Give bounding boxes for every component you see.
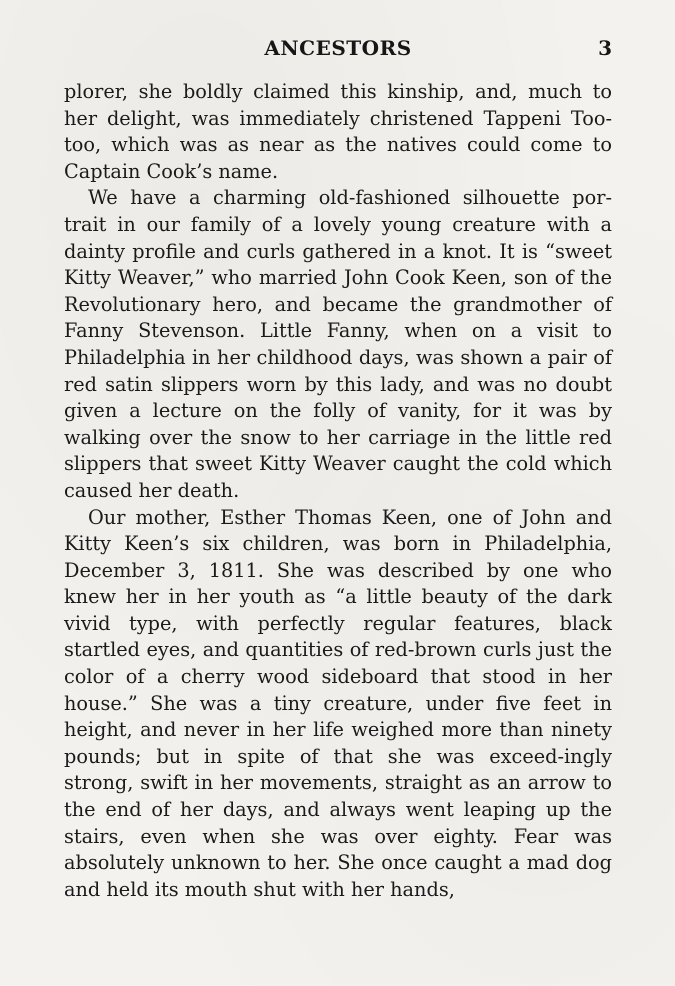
running-head: ANCESTORS [264, 36, 412, 60]
paragraph-silhouette: We have a charming old-fashioned silhouette por-trait in our family of a lovely young creature with a dainty profile and curls gathered in a knot. It is “sweet Kitty Weaver,” who married John Cook Keen, son of the Revolutionary hero, and became the grandmother of Fanny Stevenson. Little Fanny, when on a visit to Philadelphia in her childhood days, was shown a pair of red satin slippers worn by this lady, and was no doubt given a lecture on the folly of vanity, for it was by walking over the snow to her carriage in the little red slippers that sweet Kitty Weaver caught the cold which caused her death. [64, 186, 612, 502]
paragraph-continued: plorer, she boldly claimed this kinship, and, much to her delight, was immediately christened Tappeni Too-too, which was as near as the natives could come to Captain Cook’s name. [64, 80, 612, 183]
page-header [64, 36, 612, 66]
page-number: 3 [598, 36, 612, 60]
paragraph-mother: Our mother, Esther Thomas Keen, one of John and Kitty Keen’s six children, was born in Philadelphia, December 3, 1811. She was described by one who knew her in her youth as “a little beauty of the dark vivid type, with perfectly regular features, black startled eyes, and quantities of red-brown curls just the color of a cherry wood sideboard that stood in her house.” She was a tiny creature, under five feet in height, and never in her life weighed more than ninety pounds; but in spite of that she was exceed-ingly strong, swift in her movements, straight as an arrow to the end of her days, and always went leaping up the stairs, even when she was over eighty. Fear was absolutely unknown to her. She once caught a mad dog and held its mouth shut with her hands, [64, 505, 612, 901]
body-text [64, 79, 612, 903]
